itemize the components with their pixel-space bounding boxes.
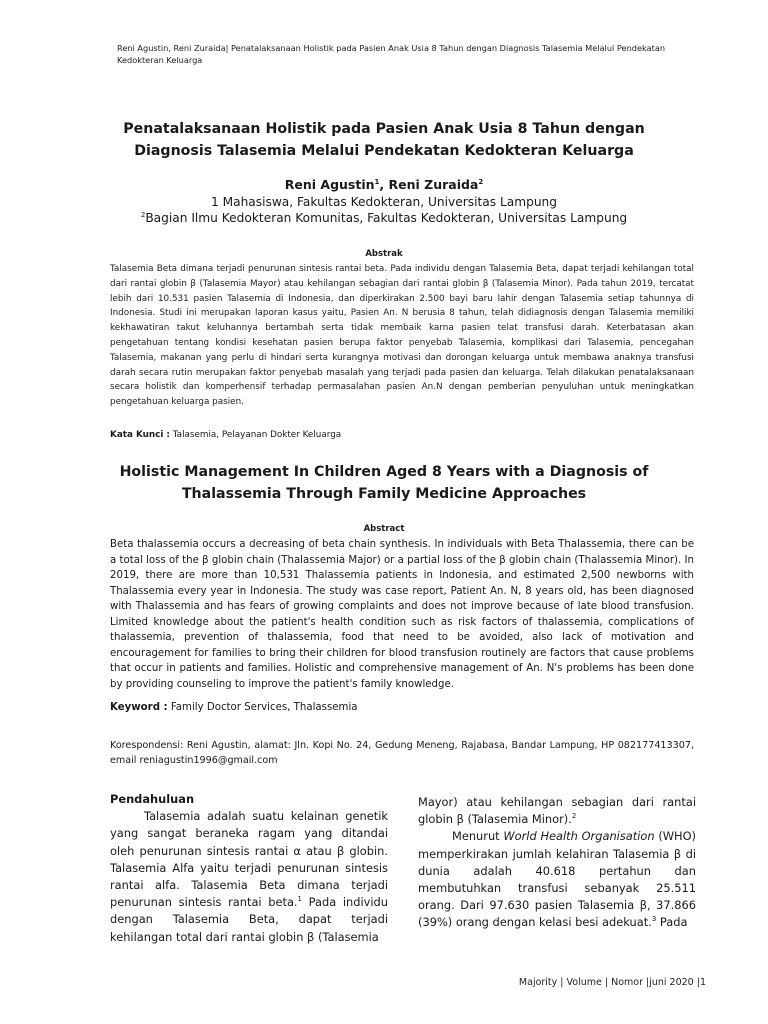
intro-text: Menurut — [452, 829, 504, 844]
intro-left-column — [110, 791, 388, 946]
keywords — [110, 701, 694, 715]
author-separator: , — [379, 177, 389, 192]
author-name: Reni Zuraida — [388, 177, 479, 192]
intro-paragraph-who — [418, 828, 696, 931]
intro-paragraph — [110, 808, 388, 946]
intro-heading: Pendahuluan — [110, 792, 195, 806]
abstrak-heading: Abstrak — [365, 249, 403, 259]
who-name: World Health Organisation — [503, 829, 655, 844]
paper-title-indonesian: Penatalaksanaan Holistik pada Pasien Anak Usia 8 Tahun dengan Diagnosis Talasemia Melalui Pendekatan Kedokteran Keluarga — [123, 121, 645, 159]
correspondence: Korespondensi: Reni Agustin, alamat: Jln. Kopi No. 24, Gedung Meneng, Rajabasa, Bandar Lampung, HP 082177413307, email reniagustin1996@gmail.com — [110, 740, 694, 766]
intro-paragraph-continued — [418, 794, 696, 828]
paper-title-english: Holistic Management In Children Aged 8 Years with a Diagnosis of Thalassemia Through Family Medicine Approaches — [119, 464, 649, 502]
citation-superscript: 3 — [651, 915, 657, 924]
intro-right-column — [418, 794, 696, 932]
author-list — [100, 176, 668, 194]
intro-text: Pada — [656, 915, 688, 930]
citation-superscript: 1 — [297, 895, 303, 904]
keyword-label: Keyword : — [110, 702, 168, 713]
affiliation-2 — [100, 210, 668, 227]
intro-text: (WHO) memperkirakan jumlah kelahiran Talasemia β di dunia adalah 40.618 pertahun dan membutuhkan transfusi sebanyak 25.511 orang. Dari 97.630 pasien Talasemia β, 37.866 (39%) orang dengan kelasi besi adekuat. — [418, 829, 697, 930]
keyword-values: Family Doctor Services, Thalassemia — [167, 702, 358, 713]
affiliation-superscript: 2 — [140, 210, 146, 219]
affiliation-text: Bagian Ilmu Kedokteran Komunitas, Fakultas Kedokteran, Universitas Lampung — [145, 211, 628, 225]
kata-kunci-label: Kata Kunci : — [110, 430, 170, 440]
kata-kunci-values: Talasemia, Pelayanan Dokter Keluarga — [169, 430, 342, 440]
author-name: Reni Agustin — [284, 177, 375, 192]
author-superscript: 1 — [374, 177, 380, 186]
abstract-body: Beta thalassemia occurs a decreasing of beta chain synthesis. In individuals with Beta Thalassemia, there can be a total loss of the β globin chain (Thalassemia Major) or a partial loss of the β globin chain (Thalassemia Minor). In 2019, there are more than 10,531 Thalassemia patients in Indonesia, and estimated 2,500 newborns with Thalassemia every year in Indonesia. The study was case report, Patient An. N, 8 years old, has been diagnosed with Thalassemia and has fears of growing complaints and does not improve because of late blood transfusion. Limited knowledge about the patient's health condition such as risk factors of thalassemia, complications of thalassemia, prevention of thalassemia, food that need to be avoided, also lack of motivation and encouragement for families to bring their children for blood transfusion routinely are factors that cause problems that occur in patients and families. Holistic and comprehensive management of An. N's problems has been done by providing counseling to improve the patient's family knowledge. — [110, 539, 694, 690]
citation-superscript: 2 — [571, 812, 577, 821]
intro-text: Talasemia adalah suatu kelainan genetik yang sangat beraneka ragam yang ditandai oleh penurunan sintesis rantai α atau β globin. Talasemia Alfa yaitu terjadi penurunan sintesis rantai alfa. Talasemia Beta dimana terjadi penurunan sintesis rantai beta. — [110, 809, 388, 910]
intro-text-continued: Pada individu dengan Talasemia Beta, dapat terjadi kehilangan total dari rantai globin β (Talasemia — [110, 895, 388, 944]
author-superscript: 2 — [478, 177, 484, 186]
intro-text: Mayor) atau kehilangan sebagian dari rantai globin β (Talasemia Minor). — [418, 795, 696, 827]
kata-kunci — [110, 429, 694, 442]
running-header: Reni Agustin, Reni Zuraida| Penatalaksanaan Holistik pada Pasien Anak Usia 8 Tahun dengan Diagnosis Talasemia Melalui Pendekatan Kedokteran Keluarga — [117, 43, 666, 65]
page-footer: Majority | Volume | Nomor |juni 2020 |1 — [518, 977, 706, 988]
abstract-heading: Abstract — [363, 524, 405, 534]
abstrak-body: Talasemia Beta dimana terjadi penurunan sintesis rantai beta. Pada individu dengan Talasemia Beta, dapat terjadi kehilangan total dari rantai globin β (Talasemia Mayor) atau kehilangan sebagian dari rantai globin β (Talasemia Minor). Pada tahun 2019, tercatat lebih dari 10.531 pasien Talasemia di Indonesia, dan diperkirakan 2.500 bayi baru lahir dengan Talasemia setiap tahunnya di Indonesia. Studi ini merupakan laporan kasus yaitu, Pasien An. N berusia 8 tahun, telah didiagnosis dengan Talasemia memiliki kekhawatiran takut keluhannya bertambah serta tidak membaik karna pasien telat transfusi darah. Keterbatasan akan pengetahuan tentang kondisi kesehatan pasien berupa faktor penyebab Talasemia, komplikasi dari Talasemia, pencegahan Talasemia, makanan yang perlu di hindari serta kurangnya motivasi dan dorongan keluarga untuk membawa anaknya transfusi darah secara rutin merupakan faktor penyebab masalah yang terjadi pada pasien dan keluarga. Telah dilakukan penatalaksanaan secara holistik dan komperhensif terhadap permasalahan pasien An.N dengan pemberian penyuluhan untuk meningkatkan pengetahuan keluarga pasien. — [110, 264, 694, 408]
affiliation-1: 1 Mahasiswa, Fakultas Kedokteran, Universitas Lampung — [210, 195, 558, 209]
